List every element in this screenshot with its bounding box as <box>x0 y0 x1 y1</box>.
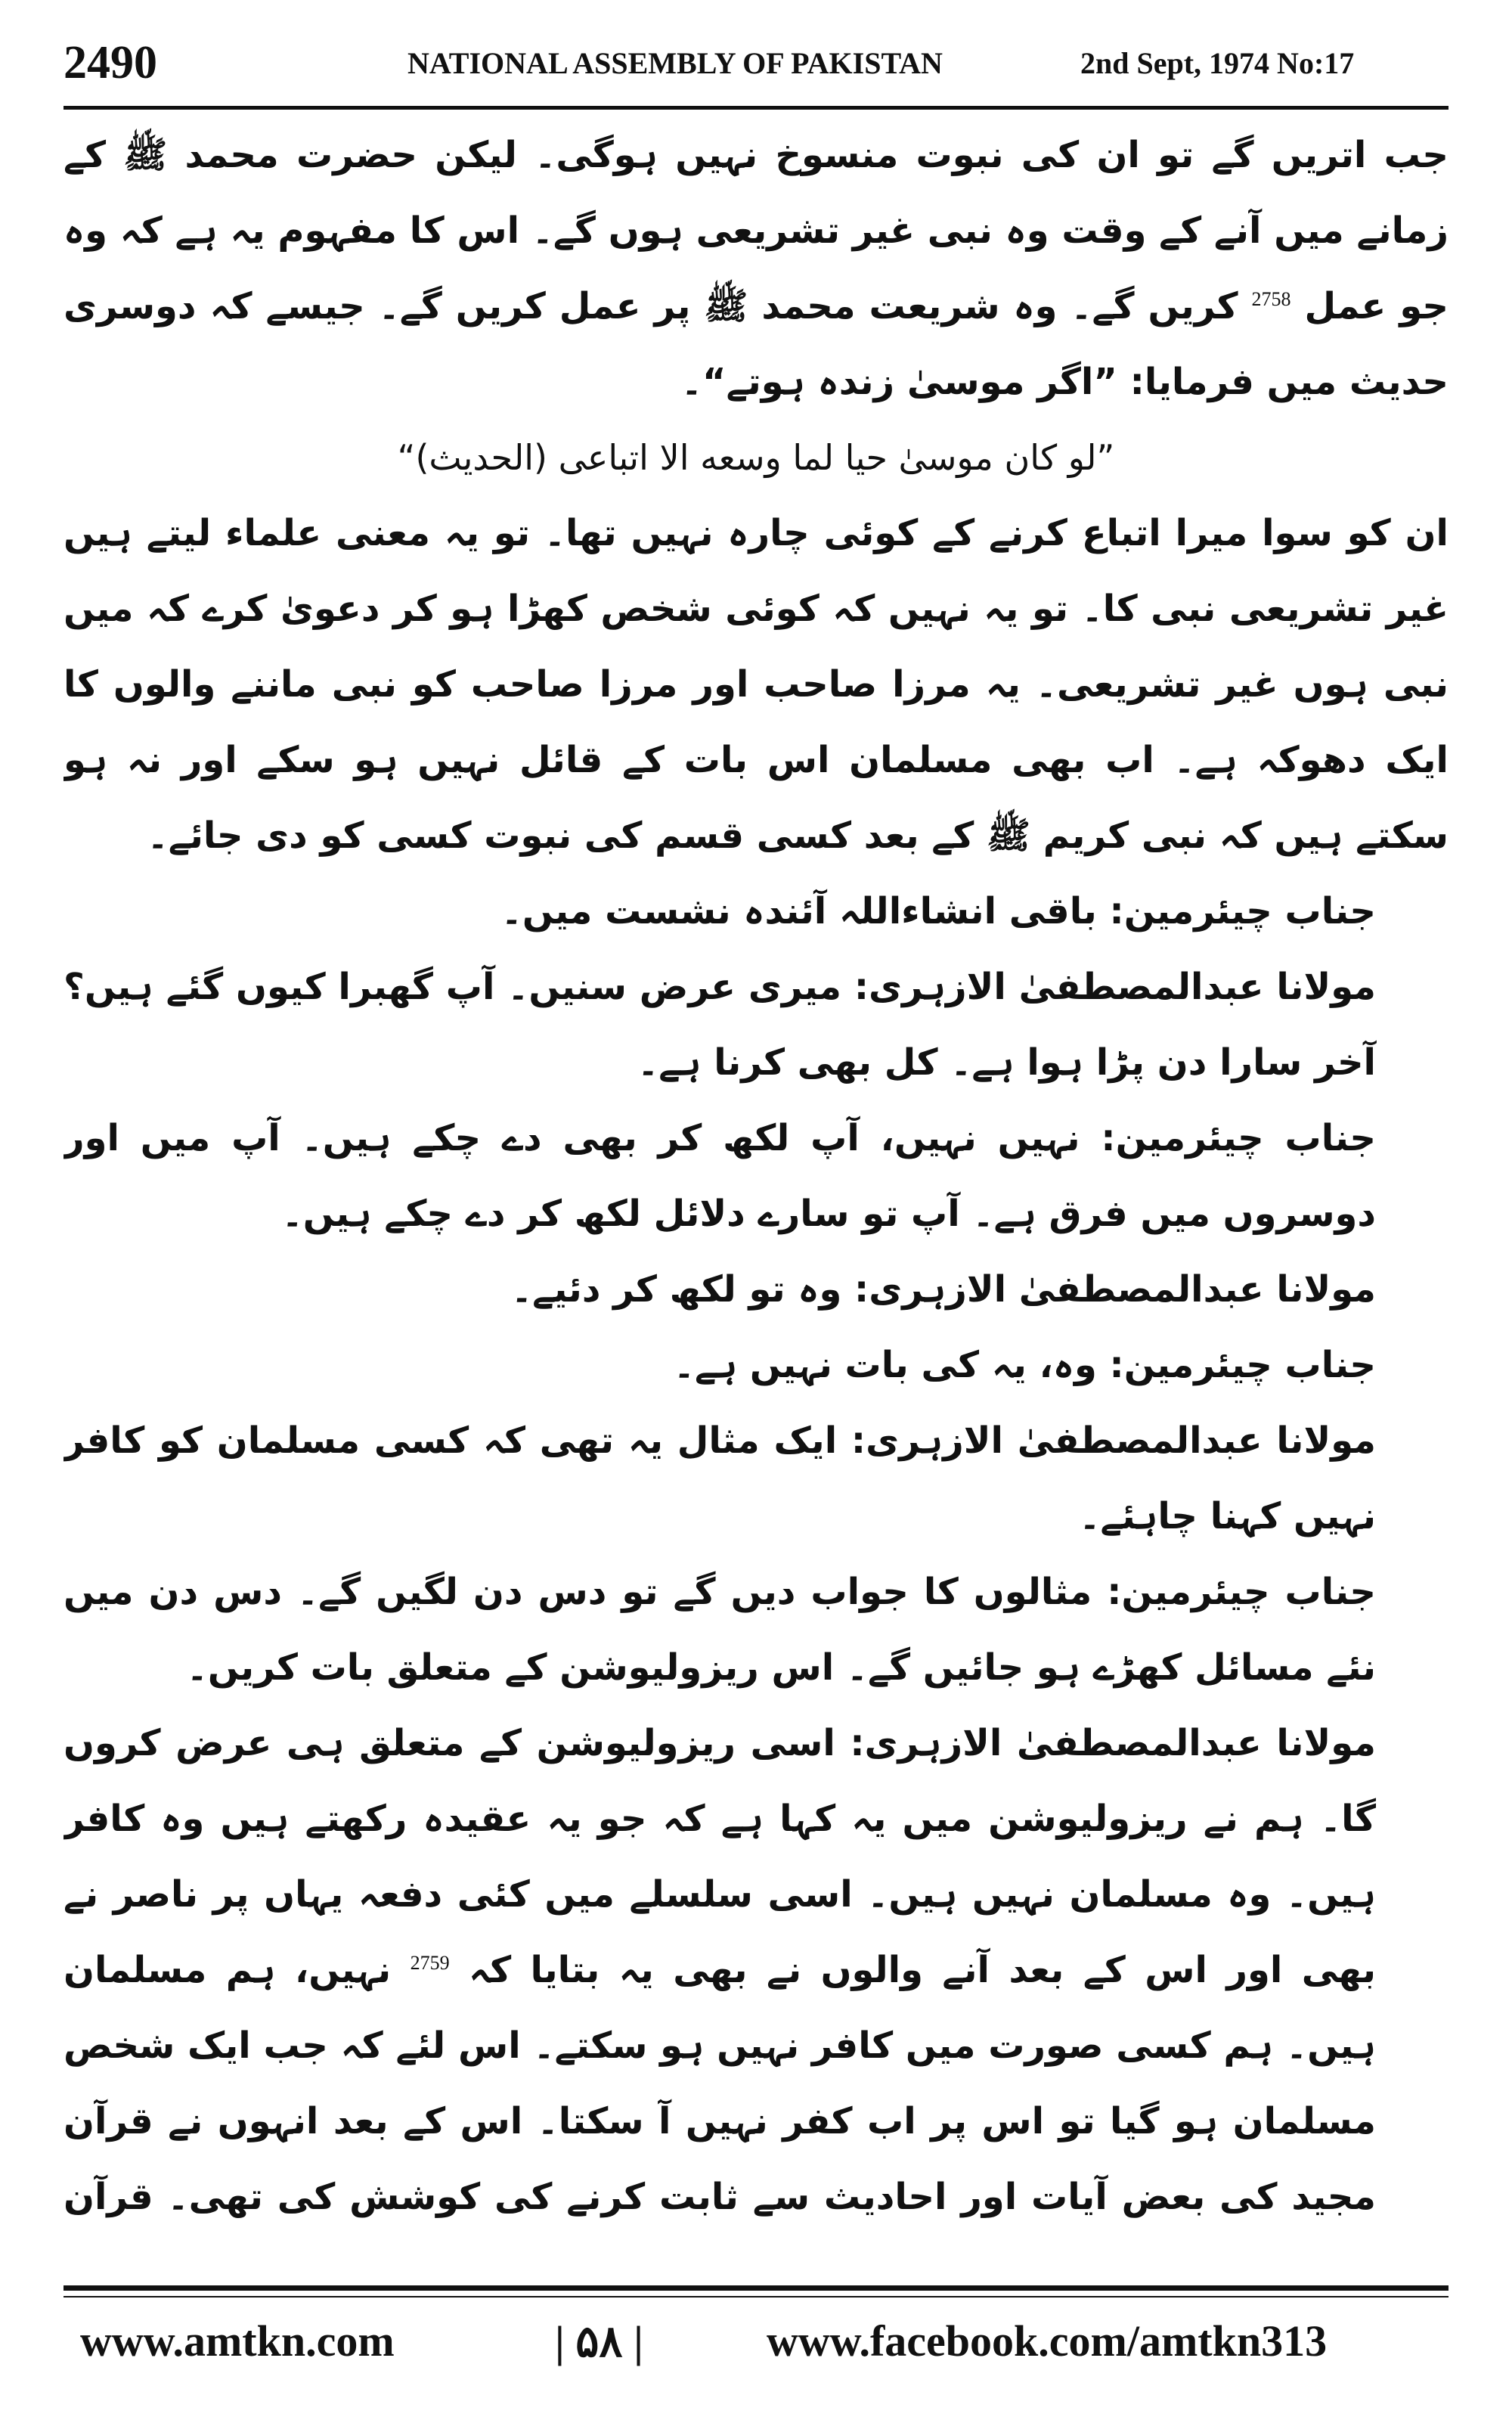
speech-chairman-2 <box>64 1100 1448 1252</box>
speaker-name: مولانا عبدالمصطفیٰ الازہری: <box>850 1419 1376 1462</box>
speech-azhari-3 <box>64 1403 1448 1554</box>
speech-chairman-1 <box>64 873 1448 949</box>
speaker-name: مولانا عبدالمصطفیٰ الازہری: <box>854 966 1376 1008</box>
page-footer <box>64 2316 1448 2384</box>
speech-text: وہ تو لکھ کر دئیے۔ <box>510 1268 842 1311</box>
speaker-name: مولانا عبدالمصطفیٰ الازہری: <box>850 1722 1376 1764</box>
speech-azhari-2 <box>64 1252 1448 1327</box>
footer-rule-thick <box>64 2285 1448 2291</box>
paragraph-2: ان کو سوا میرا اتباع کرنے کے کوئی چارہ نہیں تھا۔ تو یہ معنی علماء لیتے ہیں غیر تشریعی نبی کا۔ تو یہ نہیں کہ کوئی شخص کھڑا ہو کر دعویٰ کرے کہ میں نبی ہوں غیر تشریعی۔ یہ مرزا صاحب اور مرزا صاحب کو نبی ماننے والوں کا ایک دھوکہ ہے۔ اب بھی مسلمان اس بات کے قائل نہیں ہو سکے اور نہ ہو سکتے ہیں کہ نبی کریم ﷺ کے بعد کسی قسم کی نبوت کسی کو دی جائے۔ <box>64 512 1448 857</box>
speech-azhari-4 <box>64 1705 1448 2250</box>
website-url: www.amtkn.com <box>80 2316 395 2366</box>
speech-text: نہیں نہیں، آپ لکھ کر بھی دے چکے ہیں۔ آپ میں اور دوسروں میں فرق ہے۔ آپ تو سارے دلائل لکھ کر دے چکے ہیں۔ <box>64 1117 1376 1235</box>
facebook-url: www.facebook.com/amtkn313 <box>767 2316 1328 2366</box>
speech-text: ایک مثال یہ تھی کہ کسی مسلمان کو کافر نہیں کہنا چاہئے۔ <box>64 1419 1376 1537</box>
speech-text: باقی انشاءاللہ آئندہ نشست میں۔ <box>500 890 1097 932</box>
speaker-name: جناب چیئرمین: <box>1101 1117 1376 1159</box>
speech-azhari-1 <box>64 949 1448 1100</box>
footnote-marker-2759: 2759 <box>410 1952 450 1974</box>
speaker-name: مولانا عبدالمصطفیٰ الازہری: <box>854 1268 1376 1311</box>
speech-text: وہ، یہ کی بات نہیں ہے۔ <box>673 1344 1097 1386</box>
paragraph-1-text-a: جب اتریں گے تو ان کی نبوت منسوخ نہیں ہوگی۔ لیکن حضرت محمد ﷺ کے زمانے میں آنے کے وقت وہ نبی غیر تشریعی ہوں گے۔ اس کا مفہوم یہ ہے کہ وہ جو عمل <box>64 134 1448 327</box>
paragraph-1 <box>64 117 1448 420</box>
transcript-body <box>64 117 1448 2250</box>
footnote-marker-2758: 2758 <box>1251 288 1291 310</box>
page-header <box>64 32 1448 107</box>
footer-page-marker: | ۵۸ | <box>555 2317 643 2366</box>
speaker-name: جناب چیئرمین: <box>1107 1571 1377 1613</box>
page-number: 2490 <box>64 37 157 88</box>
speech-chairman-4 <box>64 1554 1448 1705</box>
header-rule <box>64 106 1448 110</box>
speech-text-a: اسی ریزولیوشن کے متعلق ہی عرض کروں گا۔ ہم نے ریزولیوشن میں یہ کہا ہے کہ جو یہ عقیدہ رکھتے ہیں وہ کافر ہیں۔ وہ مسلمان نہیں ہیں۔ اسی سلسلے میں کئی دفعہ یہاں پر ناصر نے بھی اور اس کے بعد آنے والوں نے بھی یہ بتایا کہ <box>64 1722 1376 1991</box>
speech-text-b: نہیں، ہم مسلمان ہیں۔ ہم کسی صورت میں کافر نہیں ہو سکتے۔ اس لئے کہ جب ایک شخص مسلمان ہو گیا تو اس پر اب کفر نہیں آ سکتا۔ اس کے بعد انہوں نے قرآن مجید کی بعض آیات اور احادیث سے ثابت کرنے کی کوشش کی تھی۔ قرآن <box>64 1949 1376 2218</box>
date-and-issue: 2nd Sept, 1974 No:17 <box>1080 46 1355 80</box>
hadith-quote: ”لو کان موسیٰ حیا لما وسعه الا اتباعی (الحدیث)“ <box>397 437 1115 478</box>
speech-chairman-3 <box>64 1327 1448 1403</box>
speech-text: میری عرض سنیں۔ آپ گھبرا کیوں گئے ہیں؟ آخر سارا دن پڑا ہوا ہے۔ کل بھی کرنا ہے۔ <box>64 966 1376 1084</box>
publication-title: NATIONAL ASSEMBLY OF PAKISTAN <box>407 46 943 80</box>
paragraph-1-text-b: کریں گے۔ وہ شریعت محمد ﷺ پر عمل کریں گے۔ جیسے کہ دوسری حدیث میں فرمایا: ”اگر موسیٰ زندہ ہوتے“۔ <box>64 285 1448 403</box>
footer-rule-thin <box>64 2296 1448 2297</box>
speech-text: مثالوں کا جواب دیں گے تو دس دن لگیں گے۔ دس دن میں نئے مسائل کھڑے ہو جائیں گے۔ اس ریزولیوشن کے متعلق بات کریں۔ <box>64 1571 1376 1689</box>
speaker-name: جناب چیئرمین: <box>1109 890 1376 932</box>
speaker-name: جناب چیئرمین: <box>1109 1344 1376 1386</box>
